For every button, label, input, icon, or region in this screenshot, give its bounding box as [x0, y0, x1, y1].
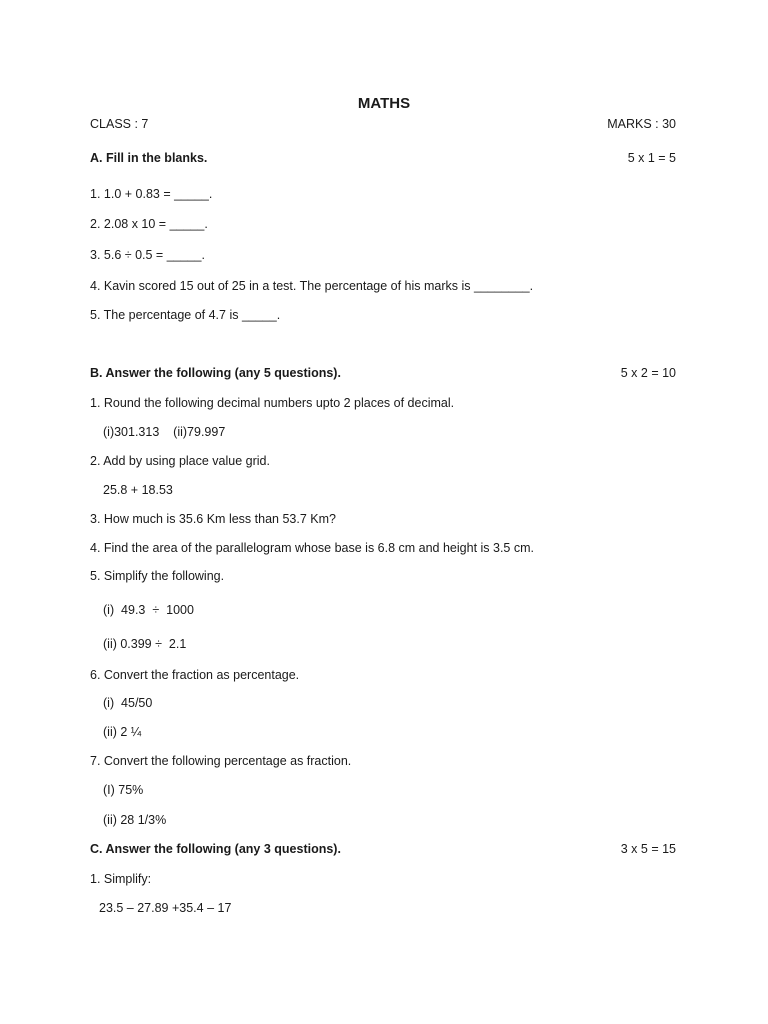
question-b6-part-i: (i) 45/50	[103, 696, 153, 710]
question-b7: 7. Convert the following percentage as fraction.	[90, 754, 352, 768]
question-b5: 5. Simplify the following.	[90, 569, 225, 583]
question-a3: 3. 5.6 ÷ 0.5 = _____.	[90, 248, 205, 262]
question-a4: 4. Kavin scored 15 out of 25 in a test. The percentage of his marks is ________.	[90, 279, 534, 293]
class-label: CLASS : 7	[90, 117, 149, 131]
question-b5-part-i: (i) 49.3 ÷ 1000	[103, 603, 194, 617]
section-b-marks: 5 x 2 = 10	[620, 366, 676, 380]
question-b2: 2. Add by using place value grid.	[90, 454, 270, 468]
question-b7-part-ii: (ii) 28 1/3%	[103, 813, 167, 827]
question-b1-parts: (i)301.313 (ii)79.997	[103, 425, 226, 439]
total-marks-label: MARKS : 30	[607, 117, 676, 131]
question-a1: 1. 1.0 + 0.83 = _____.	[90, 187, 213, 201]
section-c-heading: C. Answer the following (any 3 questions).	[90, 842, 341, 856]
question-b1: 1. Round the following decimal numbers upto 2 places of decimal.	[90, 396, 455, 410]
page-title: MATHS	[357, 95, 411, 112]
section-b-heading-row	[90, 366, 676, 380]
question-a2: 2. 2.08 x 10 = _____.	[90, 217, 208, 231]
question-b6-part-ii: (ii) 2 ¼	[103, 725, 142, 739]
question-b6: 6. Convert the fraction as percentage.	[90, 668, 300, 682]
section-a-marks: 5 x 1 = 5	[627, 151, 676, 165]
section-a-heading: A. Fill in the blanks.	[90, 151, 208, 165]
question-c1: 1. Simplify:	[90, 872, 152, 886]
question-c1-expression: 23.5 – 27.89 +35.4 – 17	[99, 901, 232, 915]
question-b2-expression: 25.8 + 18.53	[103, 483, 173, 497]
section-c-marks: 3 x 5 = 15	[620, 842, 676, 856]
section-a-heading-row	[90, 151, 676, 165]
question-b4: 4. Find the area of the parallelogram whose base is 6.8 cm and height is 3.5 cm.	[90, 541, 534, 555]
question-b7-part-i: (I) 75%	[103, 783, 144, 797]
question-a5: 5. The percentage of 4.7 is _____.	[90, 308, 281, 322]
section-b-heading: B. Answer the following (any 5 questions).	[90, 366, 341, 380]
section-c-heading-row	[90, 842, 676, 856]
question-b5-part-ii: (ii) 0.399 ÷ 2.1	[103, 637, 187, 651]
class-marks-row	[90, 117, 676, 131]
question-b3: 3. How much is 35.6 Km less than 53.7 Km?	[90, 512, 336, 526]
